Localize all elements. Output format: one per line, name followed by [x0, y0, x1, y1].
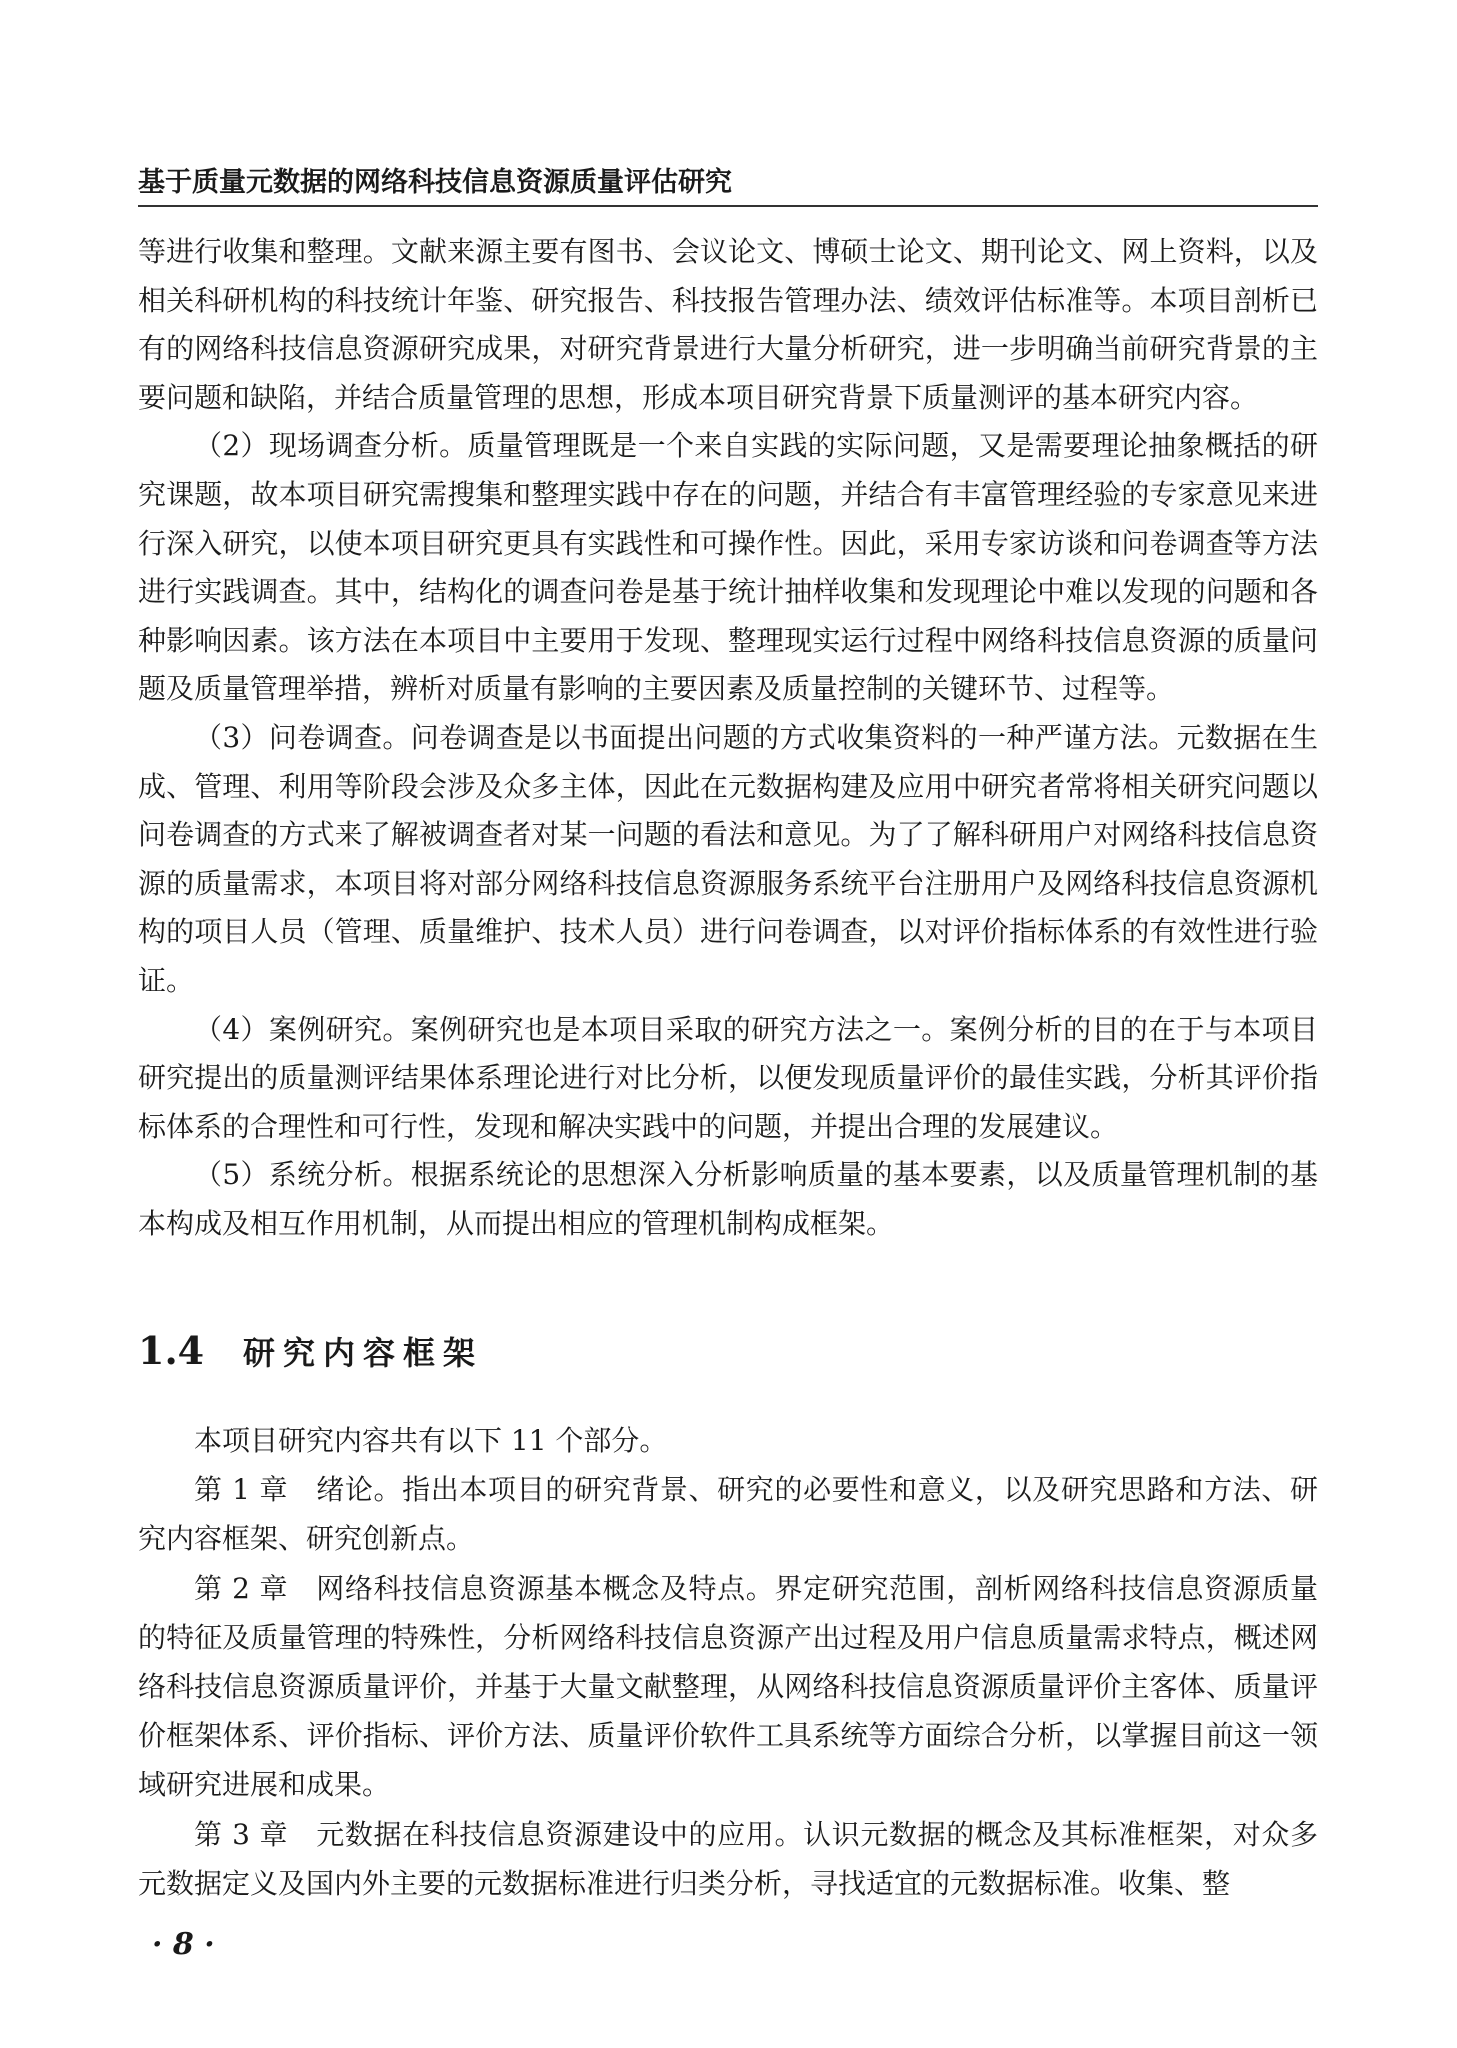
chapter-item-2 [138, 1564, 1318, 1810]
running-header-title: 基于质量元数据的网络科技信息资源质量评估研究 [138, 167, 732, 198]
page-number: · 8 · [152, 1927, 215, 1962]
paragraph-2: （2）现场调查分析。质量管理既是一个来自实践的实际问题，又是需要理论抽象概括的研究课题，故本项目研究需搜集和整理实践中存在的问题，并结合有丰富管理经验的专家意见来进行深入研究，以使本项目研究更具有实践性和可操作性。因此，采用专家访谈和问卷调查等方法进行实践调查。其中，结构化的调查问卷是基于统计抽样收集和发现理论中难以发现的问题和各种影响因素。该方法在本项目中主要用于发现、整理现实运行过程中网络科技信息资源的质量问题及质量管理举措，辨析对质量有影响的主要因素及质量控制的关键环节、过程等。 [138, 429, 1318, 706]
chapter-label: 第 2 章 [194, 1571, 289, 1605]
chapter-item-3 [138, 1810, 1318, 1908]
section-intro: 本项目研究内容共有以下 11 个部分。 [194, 1424, 668, 1457]
paragraph-1: 等进行收集和整理。文献来源主要有图书、会议论文、博硕士论文、期刊论文、网上资料，以及相关科研机构的科技统计年鉴、研究报告、科技报告管理办法、绩效评估标准等。本项目剖析已有的网络科技信息资源研究成果，对研究背景进行大量分析研究，进一步明确当前研究背景的主要问题和缺陷，并结合质量管理的思想，形成本项目研究背景下质量测评的基本研究内容。 [138, 235, 1318, 414]
section-heading [138, 1328, 483, 1374]
body-text [138, 228, 1318, 1248]
section-title: 研究内容框架 [243, 1334, 484, 1372]
paragraph-5: （5）系统分析。根据系统论的思想深入分析影响质量的基本要素，以及质量管理机制的基本构成及相互作用机制，从而提出相应的管理机制构成框架。 [138, 1158, 1318, 1240]
section-number: 1.4 [138, 1328, 205, 1373]
chapter-text: 绪论。指出本项目的研究背景、研究的必要性和意义，以及研究思路和方法、研究内容框架、研究创新点。 [138, 1473, 1318, 1556]
chapter-text: 网络科技信息资源基本概念及特点。界定研究范围，剖析网络科技信息资源质量的特征及质量管理的特殊性，分析网络科技信息资源产出过程及用户信息质量需求特点，概述网络科技信息资源质量评价，并基于大量文献整理，从网络科技信息资源质量评价主客体、质量评价框架体系、评价指标、评价方法、质量评价软件工具系统等方面综合分析，以掌握目前这一领域研究进展和成果。 [138, 1571, 1318, 1802]
section-body [138, 1416, 1318, 1908]
paragraph-3: （3）问卷调查。问卷调查是以书面提出问题的方式收集资料的一种严谨方法。元数据在生成、管理、利用等阶段会涉及众多主体，因此在元数据构建及应用中研究者常将相关研究问题以问卷调查的方式来了解被调查者对某一问题的看法和意见。为了了解科研用户对网络科技信息资源的质量需求，本项目将对部分网络科技信息资源服务系统平台注册用户及网络科技信息资源机构的项目人员（管理、质量维护、技术人员）进行问卷调查，以对评价指标体系的有效性进行验证。 [138, 720, 1318, 997]
chapter-label: 第 1 章 [194, 1473, 289, 1507]
paragraph-4: （4）案例研究。案例研究也是本项目采取的研究方法之一。案例分析的目的在于与本项目研究提出的质量测评结果体系理论进行对比分析，以便发现质量评价的最佳实践，分析其评价指标体系的合理性和可行性，发现和解决实践中的问题，并提出合理的发展建议。 [138, 1012, 1318, 1143]
chapter-item-1 [138, 1465, 1318, 1563]
chapter-label: 第 3 章 [194, 1817, 289, 1851]
chapter-text: 元数据在科技信息资源建设中的应用。认识元数据的概念及其标准框架，对众多元数据定义及国内外主要的元数据标准进行归类分析，寻找适宜的元数据标准。收集、整 [138, 1817, 1318, 1900]
header-rule [138, 205, 1318, 207]
